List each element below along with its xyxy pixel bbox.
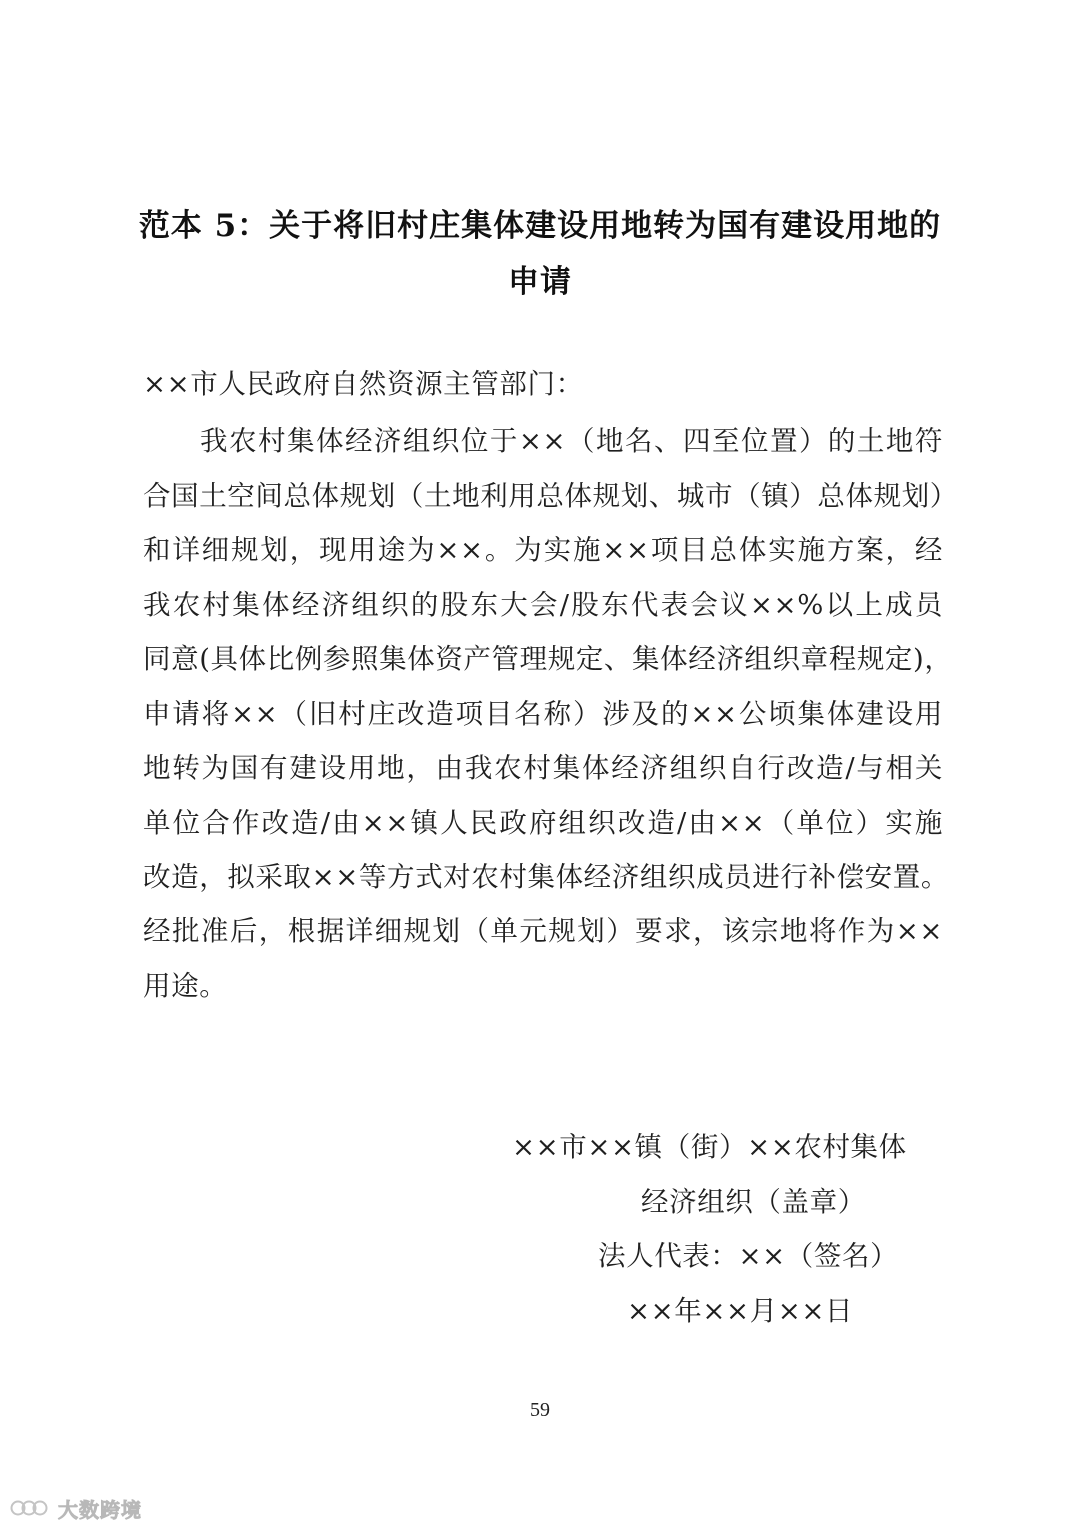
signature-organization-line-2: 经济组织（盖章） xyxy=(641,1186,866,1218)
body-line-7: 地转为国有建设用地，由我农村集体经济组织自行改造/与相关 xyxy=(143,752,943,784)
body-line-2: 合国土空间总体规划（土地利用总体规划、城市（镇）总体规划） xyxy=(143,480,958,512)
body-line-5: 同意(具体比例参照集体资产管理规定、集体经济组织章程规定)， xyxy=(143,643,953,675)
watermark-text: 大数跨境 xyxy=(58,1497,142,1522)
body-line-1: 我农村集体经济组织位于××（地名、四至位置）的土地符 xyxy=(200,425,943,457)
page-number: 59 xyxy=(530,1399,550,1421)
body-line-10: 经批准后，根据详细规划（单元规划）要求，该宗地将作为×× xyxy=(143,915,943,947)
document-title-line-2: 申请 xyxy=(508,264,572,300)
signature-organization-line-1: ××市××镇（街）××农村集体 xyxy=(512,1131,907,1163)
body-line-6: 申请将××（旧村庄改造项目名称）涉及的××公顷集体建设用 xyxy=(143,698,943,730)
body-line-9: 改造，拟采取××等方式对农村集体经济组织成员进行补偿安置。 xyxy=(143,861,949,893)
body-line-4: 我农村集体经济组织的股东大会/股东代表会议××%以上成员 xyxy=(143,589,943,621)
link-logo-icon xyxy=(10,1497,52,1519)
body-line-8: 单位合作改造/由××镇人民政府组织改造/由××（单位）实施 xyxy=(143,807,943,839)
body-line-11: 用途。 xyxy=(143,970,228,1002)
document-title-line-1: 范本 5：关于将旧村庄集体建设用地转为国有建设用地的 xyxy=(138,208,942,244)
salutation: ××市人民政府自然资源主管部门： xyxy=(143,368,584,400)
body-line-3: 和详细规划，现用途为××。为实施××项目总体实施方案，经 xyxy=(143,534,943,566)
watermark xyxy=(10,1495,142,1521)
signature-legal-representative: 法人代表：××（签名） xyxy=(598,1240,899,1272)
signature-date: ××年××月××日 xyxy=(627,1295,854,1327)
